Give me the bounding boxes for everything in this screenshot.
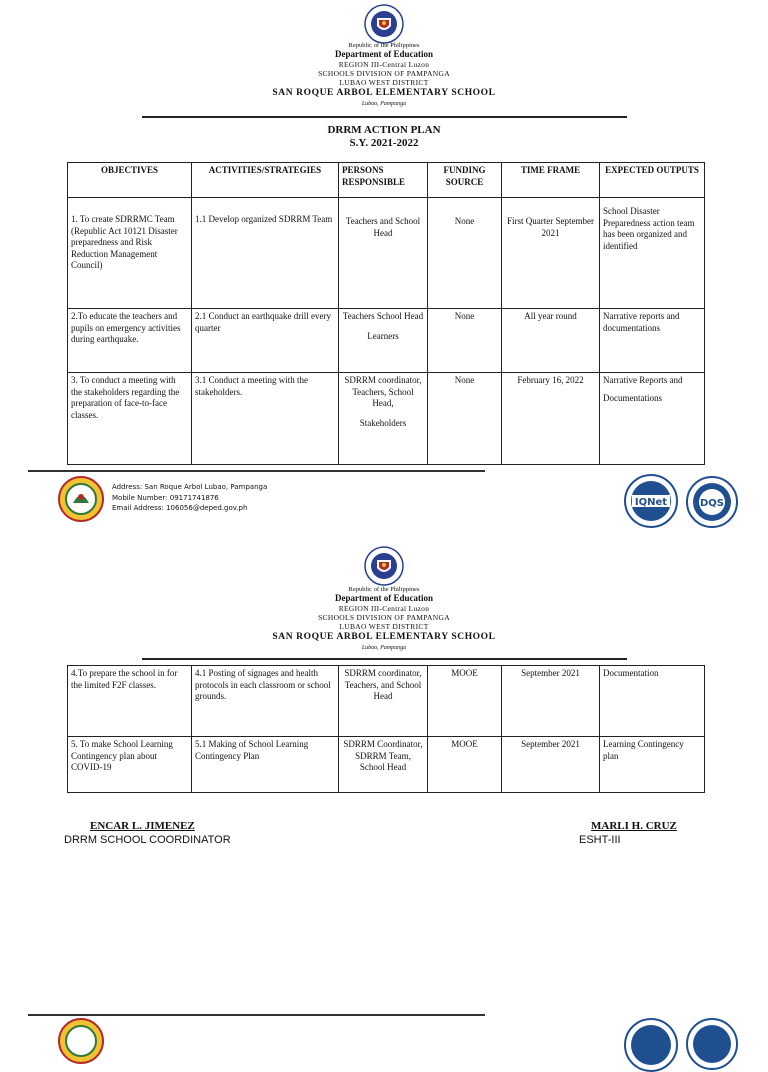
output-line: Narrative Reports and <box>603 375 683 385</box>
cell-persons: SDRRM Coordinator, SDRRM Team, School Head <box>339 737 428 793</box>
signatory-left-role: DRRM SCHOOL COORDINATOR <box>64 834 231 846</box>
cell-funding: None <box>428 373 502 465</box>
iqnet-label: IQNet <box>634 497 668 508</box>
header-rule <box>142 116 627 118</box>
footer-mobile: Mobile Number: 09171741876 <box>112 493 219 502</box>
cell-funding: None <box>428 198 502 309</box>
persons-line: Teachers School Head <box>342 311 424 321</box>
document-title: DRRM ACTION PLAN <box>327 124 441 136</box>
table-row <box>68 198 705 309</box>
signatory-right-role: ESHT-III <box>579 834 621 846</box>
header-town: Lubao, Pampanga <box>361 101 407 107</box>
cell-time-frame: First Quarter September 2021 <box>502 198 600 309</box>
header-region: REGION III-Central Luzon <box>338 60 430 69</box>
table-row <box>68 373 705 465</box>
persons-line: SDRRM coordinator, Teachers, School Head, <box>344 375 422 409</box>
cell-persons <box>339 309 428 373</box>
table-row <box>68 737 705 793</box>
table-header-row <box>68 163 705 198</box>
col-header-expected-outputs: EXPECTED OUTPUTS <box>600 163 705 198</box>
header-republic: Republic of the Philippines <box>348 586 420 593</box>
iqnet-certification-logo <box>624 1018 678 1072</box>
cell-objective: 3. To conduct a meeting with the stakeholders regarding the preparation of face-to-face classes. <box>68 373 192 465</box>
cell-funding: None <box>428 309 502 373</box>
school-logo <box>58 476 104 522</box>
cell-objective: 5. To make School Learning Contingency plan about COVID-19 <box>68 737 192 793</box>
action-plan-table-page1 <box>67 162 705 465</box>
footer-address: Address: San Roque Arbol Lubao, Pampanga <box>112 483 268 491</box>
header-rule <box>142 658 627 660</box>
cell-persons: Teachers and School Head <box>339 198 428 309</box>
output-line-2: Documentations <box>603 392 662 403</box>
signatory-right-name: MARLI H. CRUZ <box>591 820 677 832</box>
header-district: LUBAO WEST DISTRICT <box>339 622 429 631</box>
cell-activity: 1.1 Develop organized SDRRM Team <box>192 198 339 309</box>
header-department: Department of Education <box>335 49 433 59</box>
cell-time-frame: September 2021 <box>502 737 600 793</box>
col-header-time-frame: TIME FRAME <box>502 163 600 198</box>
header-town: Lubao, Pampanga <box>361 645 407 651</box>
header-division: SCHOOLS DIVISION OF PAMPANGA <box>318 613 450 622</box>
cell-activity: 2.1 Conduct an earthquake drill every quarter <box>192 309 339 373</box>
dqs-label: DQS <box>699 498 725 509</box>
cell-objective: 2.To educate the teachers and pupils on emergency activities during earthquake. <box>68 309 192 373</box>
dqs-certification-logo <box>686 476 738 528</box>
header-division: SCHOOLS DIVISION OF PAMPANGA <box>318 69 450 78</box>
cell-objective: 1. To create SDRRMC Team (Republic Act 10121 Disaster preparedness and Risk Reduction Management Council) <box>68 198 192 309</box>
footer-rule <box>28 1014 485 1016</box>
cell-expected-output <box>600 373 705 465</box>
cell-persons: SDRRM coordinator, Teachers, and School Head <box>339 666 428 737</box>
header-school-name: SAN ROQUE ARBOL ELEMENTARY SCHOOL <box>272 88 496 98</box>
col-header-activities: ACTIVITIES/STRATEGIES <box>192 163 339 198</box>
cell-activity: 3.1 Conduct a meeting with the stakeholders. <box>192 373 339 465</box>
iqnet-certification-logo <box>624 474 678 528</box>
cell-time-frame: September 2021 <box>502 666 600 737</box>
deped-seal-logo <box>364 4 404 44</box>
cell-time-frame: February 16, 2022 <box>502 373 600 465</box>
footer-email: Email Address: 106056@deped.gov.ph <box>112 504 248 512</box>
action-plan-table-page2 <box>67 665 705 793</box>
col-header-objectives: OBJECTIVES <box>68 163 192 198</box>
header-district: LUBAO WEST DISTRICT <box>339 78 429 87</box>
persons-line-2: Stakeholders <box>359 417 407 428</box>
col-header-persons: PERSONS RESPONSIBLE <box>339 163 428 198</box>
cell-objective: 4.To prepare the school in for the limited F2F classes. <box>68 666 192 737</box>
cell-persons <box>339 373 428 465</box>
cell-funding: MOOE <box>428 737 502 793</box>
cell-time-frame: All year round <box>502 309 600 373</box>
cell-activity: 5.1 Making of School Learning Contingency Plan <box>192 737 339 793</box>
header-region: REGION III-Central Luzon <box>338 604 430 613</box>
school-logo <box>58 1018 104 1064</box>
cell-expected-output: Learning Contingency plan <box>600 737 705 793</box>
persons-line-2: Learners <box>367 330 399 341</box>
dqs-certification-logo <box>686 1018 738 1070</box>
header-department: Department of Education <box>335 593 433 603</box>
table-row <box>68 309 705 373</box>
footer-rule <box>28 470 485 472</box>
cell-expected-output: Narrative reports and documentations <box>600 309 705 373</box>
header-school-name: SAN ROQUE ARBOL ELEMENTARY SCHOOL <box>272 632 496 642</box>
header-republic: Republic of the Philippines <box>348 42 420 49</box>
cell-expected-output: Documentation <box>600 666 705 737</box>
document-year: S.Y. 2021-2022 <box>349 137 419 149</box>
col-header-funding: FUNDING SOURCE <box>428 163 502 198</box>
signatory-left-name: ENCAR L. JIMENEZ <box>90 820 195 832</box>
cell-activity: 4.1 Posting of signages and health protocols in each classroom or school grounds. <box>192 666 339 737</box>
footer-contact <box>112 482 267 514</box>
cell-funding: MOOE <box>428 666 502 737</box>
cell-expected-output: School Disaster Preparedness action team has been organized and identified <box>600 198 705 309</box>
deped-seal-logo <box>364 546 404 586</box>
table-row <box>68 666 705 737</box>
